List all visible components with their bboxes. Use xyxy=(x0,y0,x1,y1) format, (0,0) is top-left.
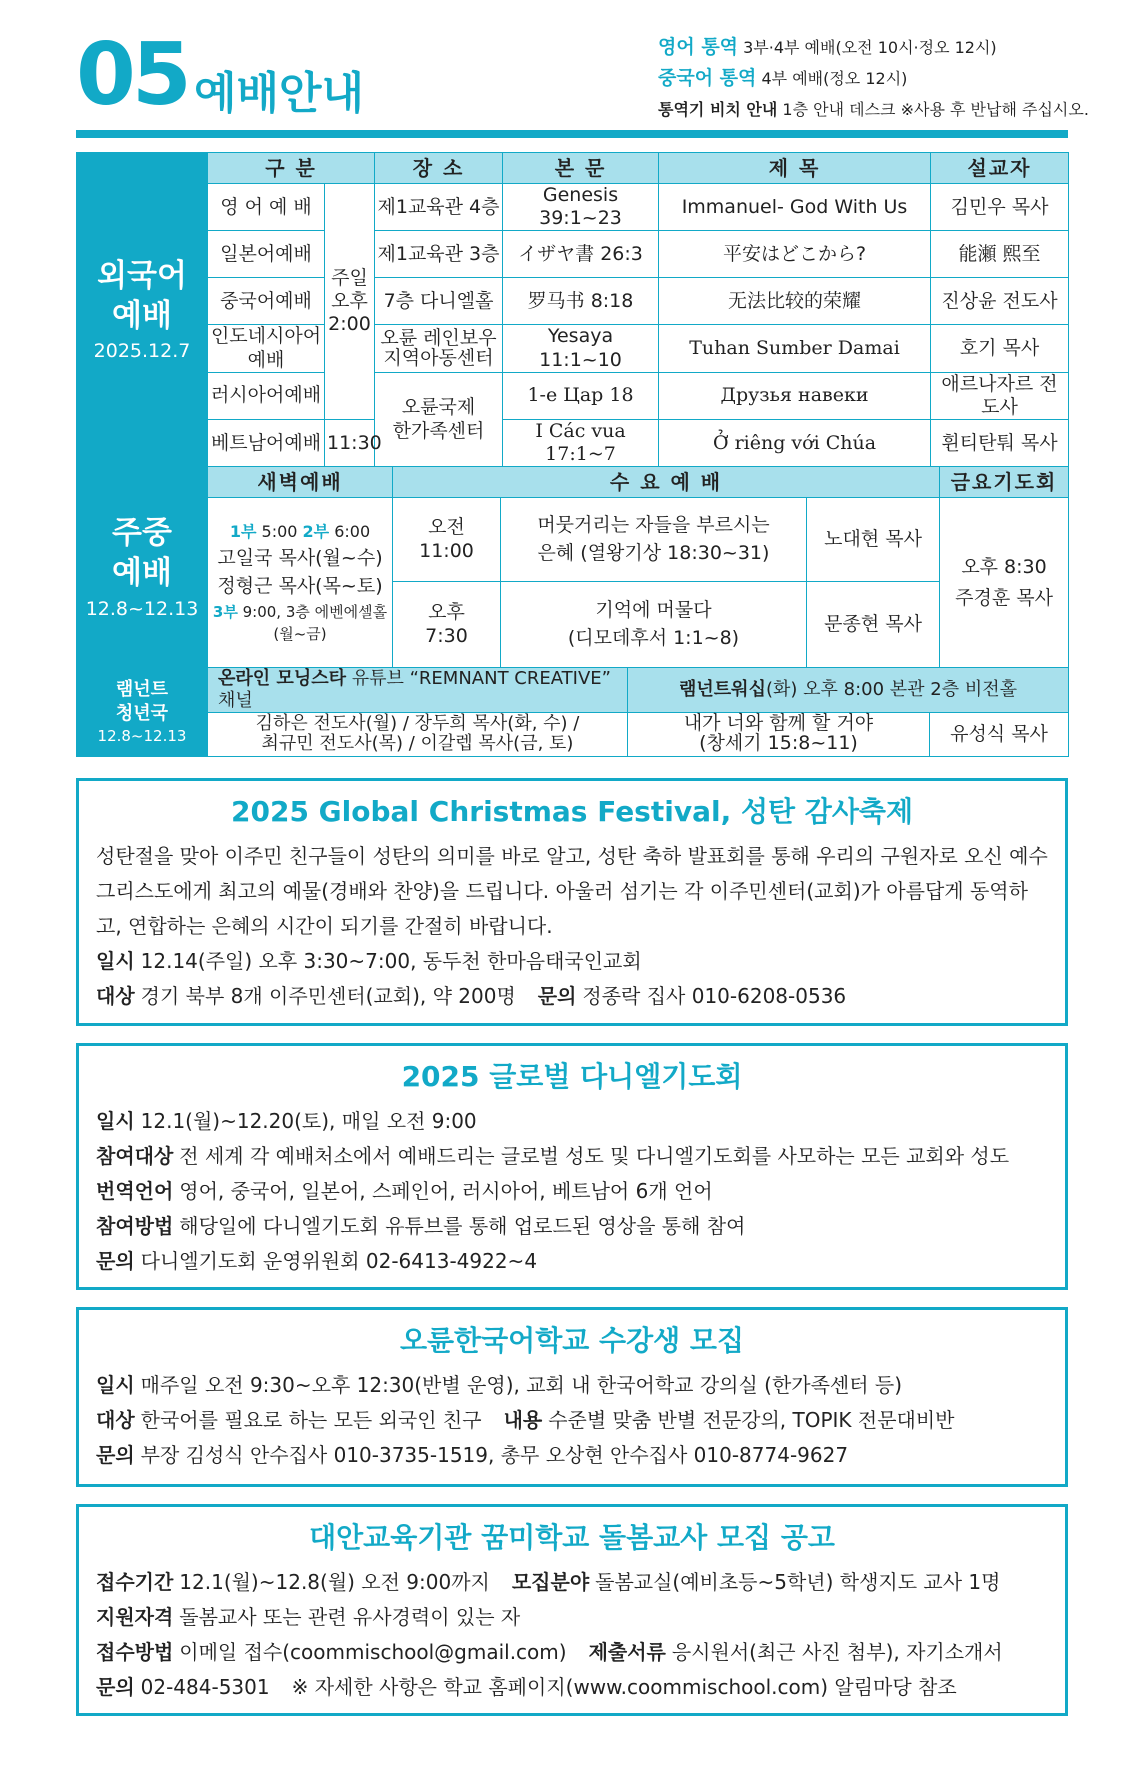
coommi-school-box xyxy=(76,1504,1068,1716)
christmas-festival-target: 대상 경기 북부 8개 이주민센터(교회), 약 200명 문의 정종락 집사 010-6208-0536 xyxy=(96,984,847,1008)
worship-name: 러시아어예배 xyxy=(208,372,325,419)
remnant-table xyxy=(76,667,1069,757)
wed-am-preacher: 노대현 목사 xyxy=(807,498,940,582)
korean-school-contact: 문의 부장 김성식 안수집사 010-3735-1519, 총무 오상현 안수집사 010-8774-9627 xyxy=(96,1443,849,1467)
daniel-prayer-row: 문의 다니엘기도회 운영위원회 02-6413-4922~4 xyxy=(96,1249,538,1273)
weekday-side-label: 주중 예배 12.8~12.13 xyxy=(77,467,208,668)
table-row xyxy=(77,278,1069,325)
wed-am-time: 오전 11:00 xyxy=(393,498,501,582)
daniel-prayer-title: 2025 글로벌 다니엘기도회 xyxy=(401,1060,743,1093)
worship-place: 제1교육관 3층 xyxy=(375,231,503,278)
wed-am-title: 머뭇거리는 자들을 부르시는 은혜 (열왕기상 18:30~31) xyxy=(501,498,807,582)
worship-text: イザヤ書 26:3 xyxy=(503,231,659,278)
foreign-side-label: 외국어 예배 2025.12.7 xyxy=(77,153,208,467)
worship-title: Друзья навеки xyxy=(659,372,931,419)
interp-en-text: 3부·4부 예배(오전 10시·정오 12시) xyxy=(738,38,997,57)
korean-school-date: 일시 매주일 오전 9:30~오후 12:30(반별 운영), 교회 내 한국어학교 강의실 (한가족센터 등) xyxy=(96,1373,903,1397)
interp-note-label: 통역기 비치 안내 xyxy=(658,100,778,119)
weekday-worship-table xyxy=(76,466,1069,668)
online-morningstar-header: 온라인 모닝스타 유튜브 “REMNANT CREATIVE” 채널 xyxy=(208,668,628,713)
worship-title: Tuhan Sumber Damai xyxy=(659,325,931,372)
weekday-date: 12.8~12.13 xyxy=(85,597,199,620)
coommi-school-qualification: 지원자격 돌봄교사 또는 관련 유사경력이 있는 자 xyxy=(96,1605,521,1629)
friday-info: 오후 8:30 주경훈 목사 xyxy=(940,498,1069,668)
header-title: 제 목 xyxy=(659,153,931,184)
worship-name: 중국어예배 xyxy=(208,278,325,325)
worship-name: 일본어예배 xyxy=(208,231,325,278)
korean-school-box xyxy=(76,1307,1068,1487)
korean-school-title: 오륜한국어학교 수강생 모집 xyxy=(399,1324,745,1357)
interp-note-text: 1층 안내 데스크 ※사용 후 반납해 주십시오. xyxy=(777,100,1089,119)
worship-place-merged: 오륜국제 한가족센터 xyxy=(375,372,503,467)
header-wednesday: 수 요 예 배 xyxy=(393,467,940,498)
christmas-festival-body: 성탄절을 맞아 이주민 친구들이 성탄의 의미를 바로 알고, 성탄 축하 발표회를 통해 우리의 구원자로 오신 예수 그리스도에게 최고의 예물(경배와 찬양)을 드립니다. 아울러 섬기는 각 이주민센터(교회)가 아름답게 동역하고, 연합하는 은혜의 시간이 되기를 간절히 바랍니다. xyxy=(96,844,1048,938)
online-preachers: 김하은 전도사(월) / 장두희 목사(화, 수) / 최규민 전도사(목) / 이갈렙 목사(금, 토) xyxy=(208,712,628,756)
worship-title: Immanuel- God With Us xyxy=(659,184,931,231)
table-row xyxy=(77,420,1069,467)
table-row xyxy=(77,184,1069,231)
worship-preacher: 能瀬 熙至 xyxy=(931,231,1069,278)
daniel-prayer-row: 번역언어 영어, 중국어, 일본어, 스페인어, 러시아어, 베트남어 6개 언어 xyxy=(96,1179,713,1203)
coommi-school-title: 대안교육기관 꿈미학교 돌봄교사 모집 공고 xyxy=(309,1521,835,1554)
worship-text: 1-e Цар 18 xyxy=(503,372,659,419)
table-row xyxy=(77,325,1069,372)
worship-preacher: 호기 목사 xyxy=(931,325,1069,372)
table-row xyxy=(77,372,1069,419)
daniel-prayer-row: 참여방법 해당일에 다니엘기도회 유튜브를 통해 업로드된 영상을 통해 참여 xyxy=(96,1214,746,1238)
header-category: 구 분 xyxy=(208,153,375,184)
foreign-date: 2025.12.7 xyxy=(93,340,191,363)
worship-text: I Các vua 17:1~7 xyxy=(503,420,659,467)
worship-place: 오륜 레인보우 지역아동센터 xyxy=(375,325,503,372)
header-dawn: 새벽예배 xyxy=(208,467,393,498)
interpretation-info xyxy=(658,32,1089,125)
worship-preacher: 김민우 목사 xyxy=(931,184,1069,231)
interp-en-label: 영어 통역 xyxy=(658,36,739,58)
worship-name: 인도네시아어예배 xyxy=(208,325,325,372)
worship-title: 平安はどこから? xyxy=(659,231,931,278)
header-place: 장 소 xyxy=(375,153,503,184)
worship-time-vn: 11:30 xyxy=(325,420,375,467)
worship-text: Genesis 39:1~23 xyxy=(503,184,659,231)
christmas-festival-date: 일시 12.14(주일) 오후 3:30~7:00, 동두천 한마음태국인교회 xyxy=(96,949,642,973)
worship-place: 제1교육관 4층 xyxy=(375,184,503,231)
header-preacher: 설교자 xyxy=(931,153,1069,184)
wed-pm-preacher: 문종현 목사 xyxy=(807,582,940,668)
foreign-worship-table xyxy=(76,152,1069,467)
worship-name: 영 어 예 배 xyxy=(208,184,325,231)
table-row xyxy=(77,231,1069,278)
interp-cn-text: 4부 예배(정오 12시) xyxy=(756,69,908,88)
remnant-date: 12.8~12.13 xyxy=(97,727,187,746)
worship-text: 罗马书 8:18 xyxy=(503,278,659,325)
coommi-school-period: 접수기간 12.1(월)~12.8(월) 오전 9:00까지 모집분야 돌봄교실(예비초등~5학년) 학생지도 교사 1명 xyxy=(96,1570,1001,1594)
header-friday: 금요기도회 xyxy=(940,467,1069,498)
worship-place: 7층 다니엘홀 xyxy=(375,278,503,325)
section-title: 예배안내 xyxy=(194,68,365,119)
daniel-prayer-row: 참여대상 전 세계 각 예배처소에서 예배드리는 글로벌 성도 및 다니엘기도회를 사모하는 모든 교회와 성도 xyxy=(96,1144,1010,1168)
worship-name: 베트남어예배 xyxy=(208,420,325,467)
worship-title: Ở riêng với Chúa xyxy=(659,420,931,467)
coommi-school-contact: 문의 02-484-5301 ※ 자세한 사항은 학교 홈페이지(www.coommischool.com) 알림마당 참조 xyxy=(96,1675,957,1699)
dawn-info: 1부 5:00 2부 6:00 고일국 목사(월~수) 정형근 목사(목~토) 3부 9:00, 3층 에벤에셀홀 (월~금) xyxy=(208,498,393,668)
daniel-prayer-box xyxy=(76,1043,1068,1290)
remnant-worship-header: 램넌트워십(화) 오후 8:00 본관 2층 비전홀 xyxy=(628,668,1069,713)
korean-school-target: 대상 한국어를 필요로 하는 모든 외국인 친구 내용 수준별 맞춤 반별 전문강의, TOPIK 전문대비반 xyxy=(96,1408,955,1432)
worship-preacher: 진상윤 전도사 xyxy=(931,278,1069,325)
wed-pm-time: 오후 7:30 xyxy=(393,582,501,668)
coommi-school-method: 접수방법 이메일 접수(coommischool@gmail.com) 제출서류 응시원서(최근 사진 첨부), 자기소개서 xyxy=(96,1640,1003,1664)
worship-time: 주일 오후 2:00 xyxy=(325,184,375,420)
christmas-festival-box xyxy=(76,778,1068,1026)
christmas-festival-title: 2025 Global Christmas Festival, 성탄 감사축제 xyxy=(231,795,913,828)
header-text: 본 문 xyxy=(503,153,659,184)
worship-preacher: 휜티탄퉈 목사 xyxy=(931,420,1069,467)
interp-cn-label: 중국어 통역 xyxy=(658,67,757,89)
section-number: 05 xyxy=(76,25,188,125)
remnant-worship-preacher: 유성식 목사 xyxy=(930,712,1069,756)
worship-text: Yesaya 11:1~10 xyxy=(503,325,659,372)
header-divider xyxy=(76,130,1068,138)
daniel-prayer-row: 일시 12.1(월)~12.20(토), 매일 오전 9:00 xyxy=(96,1109,477,1133)
section-header xyxy=(76,25,1089,128)
remnant-side-label: 램넌트 청년국 12.8~12.13 xyxy=(77,668,208,757)
remnant-worship-title: 내가 너와 함께 할 거야 (창세기 15:8~11) xyxy=(628,712,930,756)
worship-preacher: 애르나자르 전도사 xyxy=(931,372,1069,419)
worship-title: 无法比较的荣耀 xyxy=(659,278,931,325)
wed-pm-title: 기억에 머물다 (디모데후서 1:1~8) xyxy=(501,582,807,668)
